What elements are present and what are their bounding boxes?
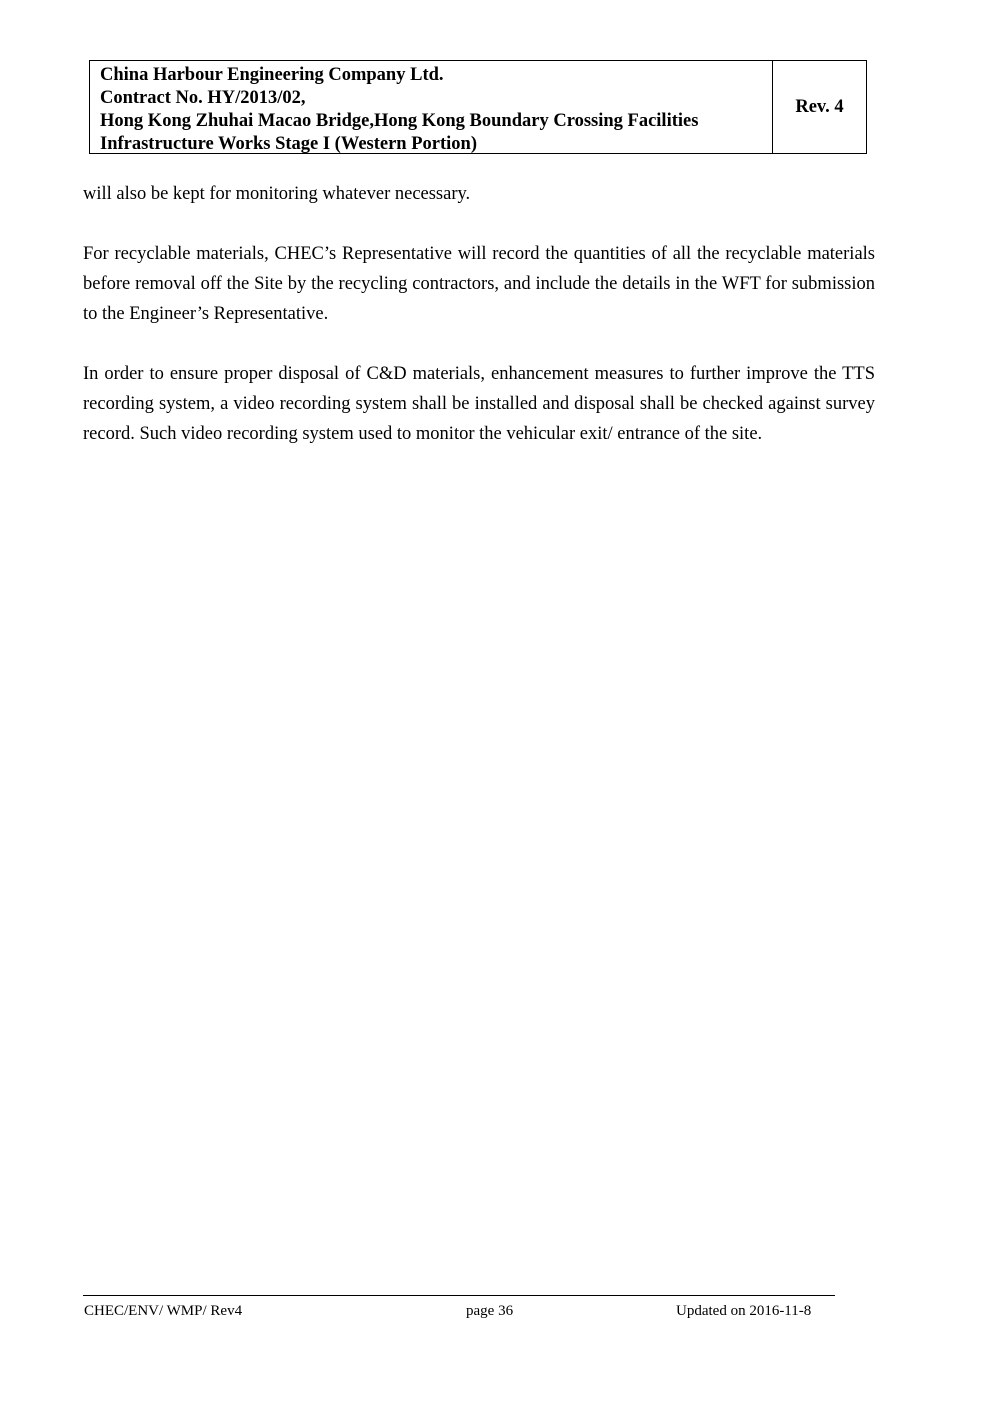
contract-number: Contract No. HY/2013/02,: [100, 88, 306, 108]
body-paragraph-1: will also be kept for monitoring whatever necessary.: [83, 184, 471, 204]
revision-cell: [773, 61, 866, 153]
company-name: China Harbour Engineering Company Ltd.: [100, 65, 444, 85]
footer-page-number: page 36: [466, 1303, 514, 1319]
body-paragraph-2: For recyclable materials, CHEC’s Representative will record the quantities of all the recyclable materials before removal off the Site by the recycling contractors, and include the details in the WFT for submission to the Engineer’s Representative.: [83, 244, 875, 324]
revision-label: Rev. 4: [795, 96, 844, 117]
body-paragraph-3: In order to ensure proper disposal of C&D materials, enhancement measures to further improve the TTS recording system, a video recording system shall be installed and disposal shall be checked against survey record. Such video recording system used to monitor the vehicular exit/ entrance of the site.: [83, 364, 875, 444]
project-stage: Infrastructure Works Stage I (Western Portion): [100, 134, 477, 154]
header-title-block: [90, 61, 773, 153]
footer-divider: [83, 1295, 835, 1296]
footer-updated-date: Updated on 2016-11-8: [676, 1303, 812, 1319]
footer-doc-ref: CHEC/ENV/ WMP/ Rev4: [84, 1303, 243, 1319]
document-header: [89, 60, 867, 154]
project-name: Hong Kong Zhuhai Macao Bridge,Hong Kong Boundary Crossing Facilities: [100, 111, 699, 131]
